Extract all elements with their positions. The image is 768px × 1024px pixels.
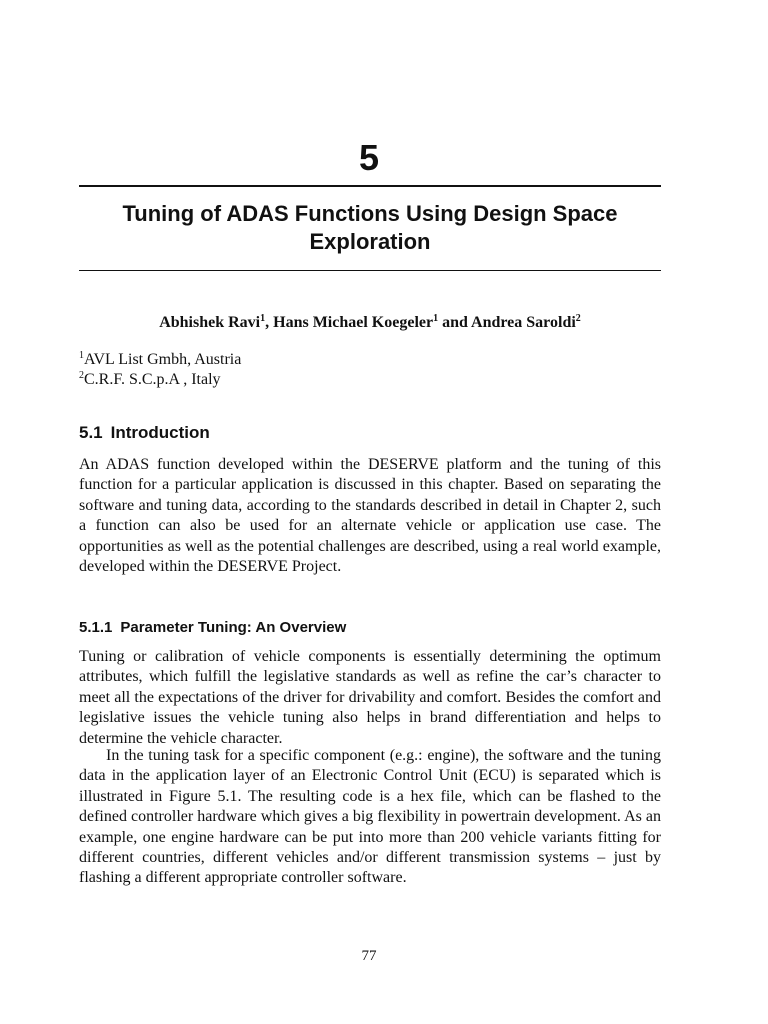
affiliation-mark: 2: [79, 370, 84, 381]
section-heading: [79, 422, 210, 444]
body-paragraph: In the tuning task for a specific component (e.g.: engine), the software and the tuning data in the application layer of an Electronic Control Unit (ECU) is separated which is illustrated in Figure 5.1. The resulting code is a hex file, which can be flashed to the defined controller hardware which gives a big flexibility in powertrain development. As an example, one engine hardware can be put into more than 200 vehicle variants fitting for different countries, different vehicles and/or different transmission systems – just by flashing a different appropriate controller software.: [79, 747, 661, 887]
author-name: Hans Michael Koegeler: [273, 314, 434, 331]
chapter-title: Tuning of ADAS Functions Using Design Space Exploration: [122, 201, 618, 254]
author-separator: and: [438, 314, 472, 331]
title-rule-top: [79, 185, 661, 187]
affiliation-line: [79, 370, 661, 390]
body-paragraph: Tuning or calibration of vehicle components is essentially determining the optimum attributes, which fulfill the legislative standards as well as refine the car’s character to meet all the expectations of the driver for drivability and comfort. Besides the comfort and legislative issues the vehicle tuning also helps in brand differentiation and helps to determine the vehicle character.: [79, 648, 661, 747]
author-affiliation-mark: 1: [433, 313, 439, 324]
author-affiliation-mark: 1: [260, 313, 266, 324]
chapter-number: 5: [358, 137, 380, 178]
author-separator: ,: [265, 314, 274, 331]
author-name: Andrea Saroldi: [471, 314, 576, 331]
intro-paragraph: An ADAS function developed within the DESERVE platform and the tuning of this function for a particular application is discussed in this chapter. Based on separating the software and tuning data, according to the standards described in detail in Chapter 2, such a function can also be used for an alternate vehicle or application use case. The opportunities as well as the potential challenges are described, using a real world example, developed within the DESERVE Project.: [79, 456, 661, 576]
affiliation-mark: 1: [79, 350, 84, 361]
section-number: 5.1: [79, 423, 103, 442]
subsection-heading: [79, 618, 346, 638]
affiliation-text: C.R.F. S.C.p.A , Italy: [84, 371, 221, 388]
subsection-number: 5.1.1: [79, 619, 113, 636]
author-name: Abhishek Ravi: [159, 314, 261, 331]
author-line: [79, 313, 661, 333]
author-affiliation-mark: 2: [575, 313, 581, 324]
affiliation-text: AVL List Gmbh, Austria: [84, 351, 242, 368]
page-number: 77: [361, 948, 377, 964]
affiliation-line: [79, 350, 661, 370]
title-rule-bottom: [79, 270, 661, 271]
subsection-title: Parameter Tuning: An Overview: [120, 619, 347, 636]
section-title: Introduction: [110, 423, 210, 442]
affiliations: [79, 350, 661, 390]
